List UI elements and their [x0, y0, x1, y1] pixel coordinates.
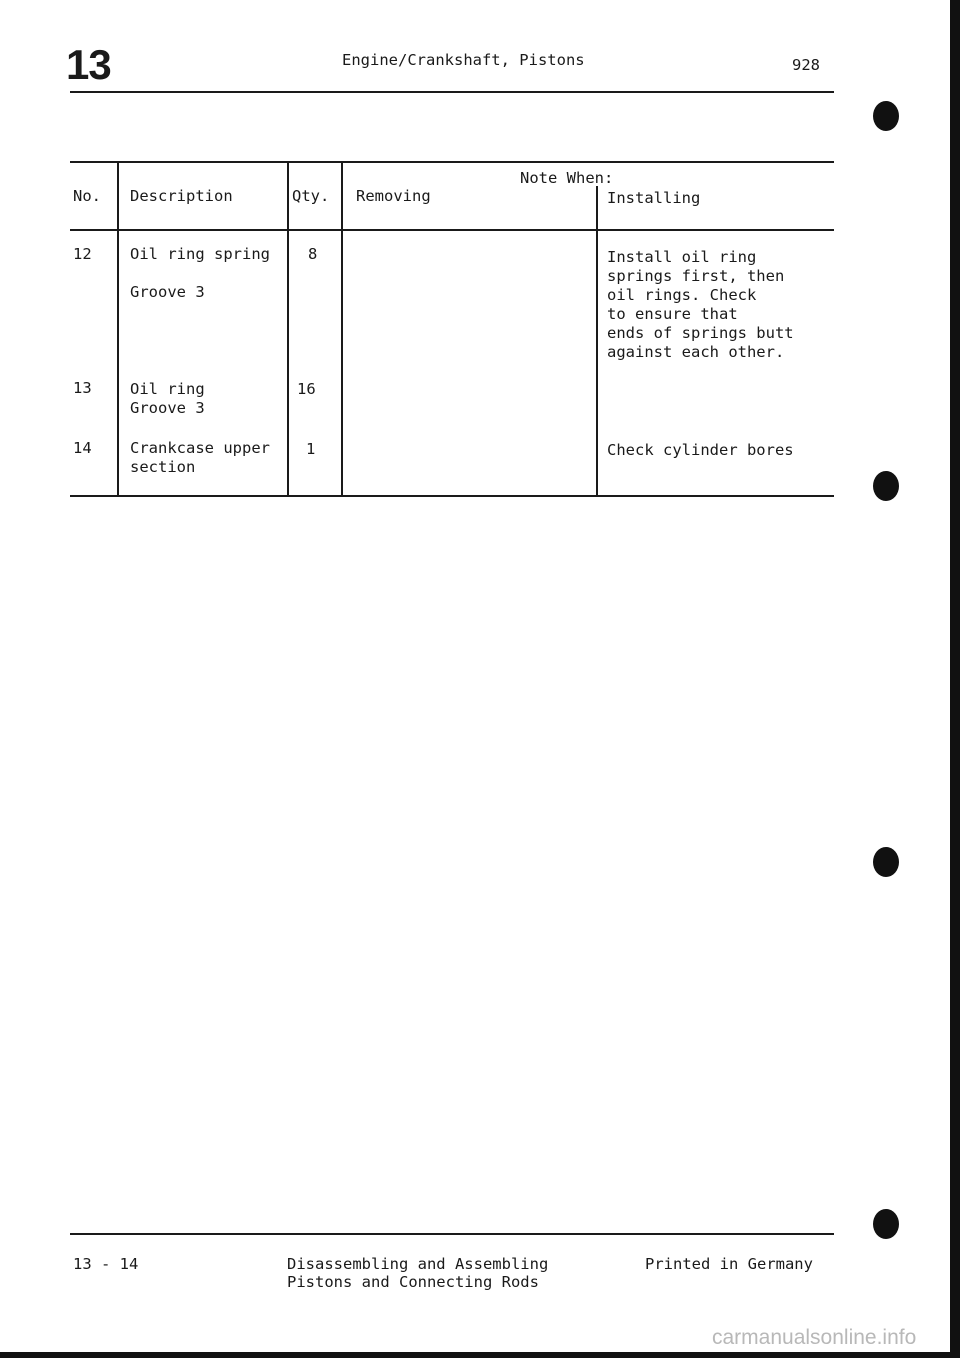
chapter-title-line2: Pistons and Connecting Rods: [287, 1273, 539, 1291]
model-number: 928: [792, 56, 820, 74]
printed-in: Printed in Germany: [645, 1255, 813, 1273]
parts-table: [0, 0, 960, 520]
row-description: Crankcase upper section: [130, 439, 270, 476]
row-qty: 16: [297, 380, 316, 398]
watermark: carmanualsonline.info: [712, 1326, 917, 1349]
row-qty: 1: [306, 440, 316, 458]
row-installing: Check cylinder bores: [607, 441, 794, 459]
header-note-when: Note When:: [520, 169, 614, 187]
column-divider: [287, 161, 289, 495]
page-title: Engine/Crankshaft, Pistons: [342, 51, 585, 69]
header-qty: Qty.: [292, 187, 330, 205]
table-header-rule: [70, 229, 834, 231]
scan-edge-bottom: [0, 1352, 960, 1358]
binder-hole: [873, 847, 899, 877]
footer-rule: [70, 1233, 834, 1235]
chapter-title-line1: Disassembling and Assembling: [287, 1255, 549, 1273]
header-no: No.: [73, 187, 101, 205]
header-description: Description: [130, 187, 233, 205]
header-installing: Installing: [607, 189, 701, 207]
column-divider: [117, 161, 119, 495]
row-description: Oil ring Groove 3: [130, 380, 205, 417]
row-no: 12: [73, 245, 92, 263]
page-number: 13 - 14: [73, 1255, 139, 1273]
table-top-rule: [70, 161, 834, 163]
column-divider: [596, 186, 598, 495]
row-description: Oil ring spring Groove 3: [130, 245, 270, 301]
row-installing: Install oil ring springs first, then oil rings. Check to ensure that ends of springs butt against each other.: [607, 248, 794, 361]
row-no: 14: [73, 439, 92, 457]
table-bottom-rule: [70, 495, 834, 497]
row-no: 13: [73, 379, 92, 397]
row-qty: 8: [308, 245, 318, 263]
scan-edge-right: [950, 0, 960, 1358]
binder-hole: [873, 1209, 899, 1239]
section-number: 13: [66, 41, 111, 88]
column-divider: [341, 161, 343, 495]
header-removing: Removing: [356, 187, 431, 205]
